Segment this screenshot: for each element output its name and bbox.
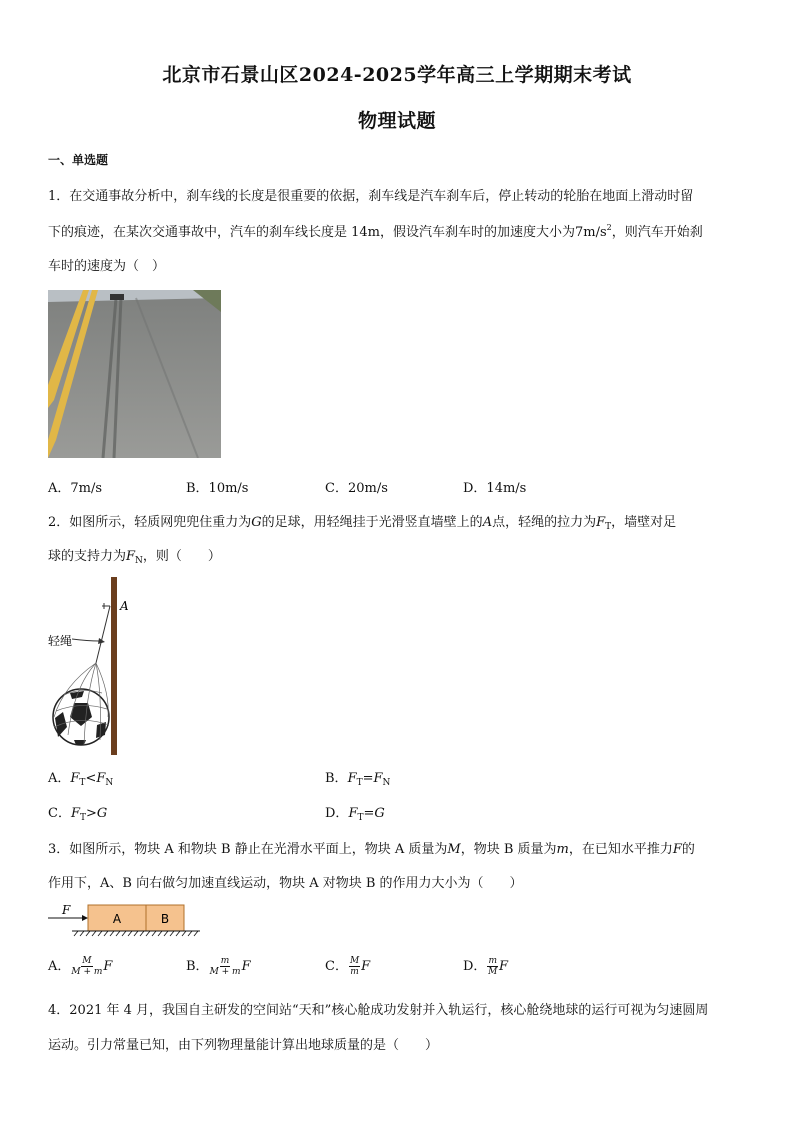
- q2-option-a[interactable]: A．$F_T<F_N$: [48, 771, 114, 788]
- exam-title: 北京市石景山区2024-2025学年高三上学期期末考试: [162, 64, 632, 86]
- q1-option-b[interactable]: B．10m/s: [186, 481, 249, 496]
- q2-ball-wall-figure: [44, 575, 144, 757]
- section-heading: 一、单选题: [48, 153, 109, 167]
- q2-option-b[interactable]: B．$F_T=F_N$: [325, 771, 391, 788]
- q1-line-3: 车时的速度为（ ）: [48, 259, 166, 274]
- q2-option-d[interactable]: D．$F_T=G$: [325, 806, 385, 823]
- q1-line-1: 1．在交通事故分析中，刹车线的长度是很重要的依据，刹车线是汽车刹车后，停止转动的轮胎在地面上滑动时留: [48, 189, 694, 204]
- q1-line-2: 下的痕迹，在某次交通事故中，汽车的刹车线长度是 14m，假设汽车刹车时的加速度大小为$7m/s^2$，则汽车开始刹: [48, 223, 703, 240]
- q1-option-c[interactable]: C．20m/s: [325, 481, 388, 496]
- label-f: F: [62, 903, 71, 917]
- q3-option-c[interactable]: C． $\frac{M}{m}$ F: [325, 956, 371, 977]
- q2-option-c[interactable]: C．$F_T>G$: [48, 806, 108, 823]
- q3-option-b[interactable]: B． $\frac{m}{M + m}$ F: [186, 956, 251, 977]
- q3-option-a[interactable]: A． $\frac{M}{M + m}$ F: [48, 956, 113, 977]
- q4-line-2: 运动。引力常量已知，由下列物理量能计算出地球质量的是（ ）: [48, 1038, 439, 1053]
- q3-line-2: 作用下，A、B 向右做匀加速直线运动，物块 A 对物块 B 的作用力大小为（ ）: [48, 876, 523, 891]
- block-b: B: [160, 912, 170, 926]
- q1-option-d[interactable]: D．14m/s: [463, 481, 527, 496]
- q3-option-d[interactable]: D． $\frac{m}{M}$ F: [463, 956, 509, 977]
- exam-subtitle: 物理试题: [357, 110, 436, 132]
- q3-line-1: 3．如图所示，物块 A 和物块 B 静止在光滑水平面上，物块 A 质量为M，物块 B 质量为m，在已知水平推力F的: [48, 842, 695, 857]
- q1-option-a[interactable]: A．7m/s: [48, 481, 103, 496]
- block-a: A: [112, 912, 122, 926]
- q1-road-photo: [48, 290, 221, 458]
- label-rope: 轻绳: [48, 634, 73, 648]
- q4-line-1: 4．2021 年 4 月，我国自主研发的空间站“天和”核心舱成功发射并入轨运行，核心舱绕地球的运行可视为匀速圆周: [48, 1003, 709, 1018]
- q3-blocks-figure: [48, 900, 208, 942]
- q2-line-1: 2．如图所示，轻质网兜兜住重力为G的足球，用轻绳挂于光滑竖直墙壁上的A点，轻绳的拉力为$F_T$，墙壁对足: [48, 515, 677, 532]
- label-a: A: [120, 599, 129, 613]
- q2-line-2: 球的支持力为$F_N$，则（ ）: [48, 549, 221, 566]
